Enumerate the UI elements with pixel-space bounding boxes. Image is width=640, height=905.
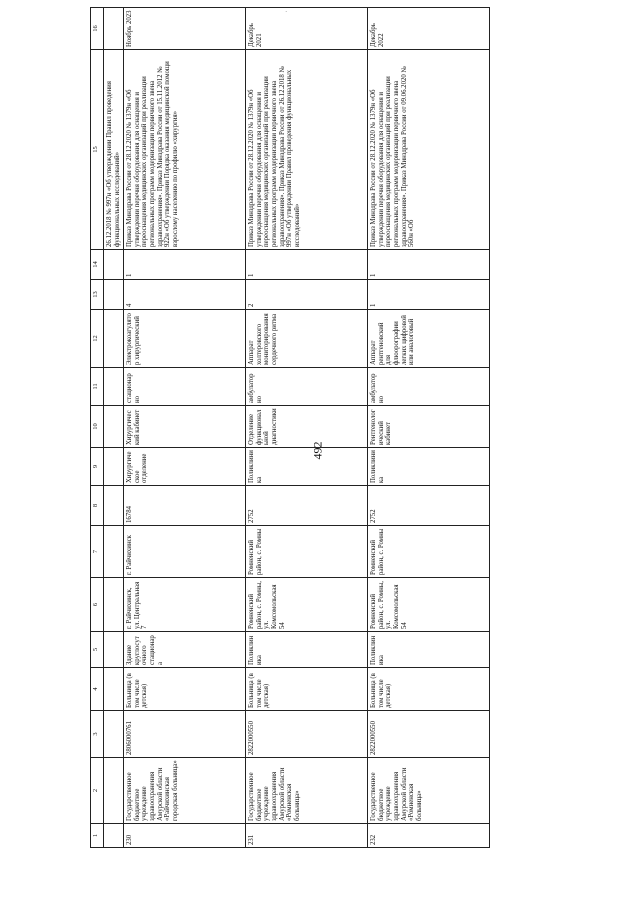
legal-basis: Приказ Минздрава России от 28.12.2020 № 1379н «Об утверждении перечня оборудования для оснащения и переоснащения медицинских организаций при реализации региональных программ модернизации первичного звена здравоохранения». Приказ Минздрава России от 26.12.2018 № 997н «Об утверждении Правил проведения функциональных исследований» [246, 50, 368, 250]
quantity-b: 1 [124, 250, 246, 280]
cell [104, 632, 124, 668]
cell [104, 368, 124, 406]
equipment-name: Аппарат рентгеновский для флюорографии легких цифровой или аналоговый [368, 310, 490, 368]
quantity-a: 1 [368, 280, 490, 310]
organization-name: Государственное бюджетное учреждение здравоохранения Амурской области «Райчихинская городская больница» [124, 758, 246, 824]
deadline: Декабрь 2022 [368, 8, 490, 50]
address: Ромненский район, с. Ромны, ул. Комсомольская 54 [368, 578, 490, 632]
quantity-b: 1 [368, 250, 490, 280]
inn: 2822000550 [368, 711, 490, 758]
col-num-2: 2 [91, 758, 104, 824]
equipment-name: Аппарат холтеровского мониторирования сердечного ритма [246, 310, 368, 368]
cell [104, 758, 124, 824]
building: Поликлиника [368, 632, 490, 668]
address: г. Райчихинск, ул. Центральная 7 [124, 578, 246, 632]
quantity-b: 1 [246, 250, 368, 280]
building: Поликлиника [246, 632, 368, 668]
col-num-8: 8 [91, 486, 104, 526]
population: 16784 [124, 486, 246, 526]
quantity-a: 2 [246, 280, 368, 310]
cell [104, 280, 124, 310]
legal-basis: Приказ Минздрава России от 28.12.2020 № 1379н «Об утверждении перечня оборудования для оснащения и переоснащения медицинских организаций при реализации региональных программ модернизации первичного звена здравоохранения». Приказ Минздрава России от 09.06.2020 № 560н «Об [368, 50, 490, 250]
cell [104, 824, 124, 848]
population: 2752 [246, 486, 368, 526]
organization-name: Государственное бюджетное учреждение здравоохранения Амурской области «Ромненская больница» [246, 758, 368, 824]
deadline: Декабрь 2021 [246, 8, 368, 50]
department: Поликлиника [368, 448, 490, 486]
col-num-15: 15 [91, 50, 104, 250]
cell [104, 668, 124, 711]
col-num-1: 1 [91, 824, 104, 848]
col-num-11: 11 [91, 368, 104, 406]
table-row [124, 8, 246, 848]
inn: 2806000761 [124, 711, 246, 758]
cell [104, 486, 124, 526]
row-number: 231 [246, 824, 368, 848]
col-num-13: 13 [91, 280, 104, 310]
col-num-4: 4 [91, 668, 104, 711]
department: Поликлиника [246, 448, 368, 486]
row-number: 232 [368, 824, 490, 848]
equipment-register-table [90, 7, 490, 848]
col-num-14: 14 [91, 250, 104, 280]
deadline: Ноябрь 2023 [124, 8, 246, 50]
cell [104, 578, 124, 632]
continuation-row [104, 8, 124, 848]
scan-mark: · [285, 8, 288, 16]
col-num-16: 16 [91, 8, 104, 50]
continuation-legal-basis: 26.12.2018 № 997н «Об утверждении Правил проведения функциональных исследований» [104, 50, 124, 250]
building: Здание круглосуточного стационара [124, 632, 246, 668]
table-row [246, 8, 368, 848]
col-num-10: 10 [91, 406, 104, 448]
settlement: Ромненский район, с. Ромны [368, 526, 490, 578]
cell [104, 250, 124, 280]
table-viewport [90, 10, 565, 848]
col-num-12: 12 [91, 310, 104, 368]
unit: Рентгенологический кабинет [368, 406, 490, 448]
col-num-9: 9 [91, 448, 104, 486]
cell [104, 310, 124, 368]
quantity-a: 4 [124, 280, 246, 310]
settlement: г. Райчихинск [124, 526, 246, 578]
organization-type: Больница (в том числе детская) [246, 668, 368, 711]
row-number: 230 [124, 824, 246, 848]
cell [104, 526, 124, 578]
organization-type: Больница (в том числе детская) [368, 668, 490, 711]
care-form: амбулаторно [368, 368, 490, 406]
cell [104, 8, 124, 50]
care-form: амбулаторно [246, 368, 368, 406]
legal-basis: Приказ Минздрава России от 28.12.2020 № 1379н «Об утверждении перечня оборудования для оснащения и переоснащения медицинских организаций при реализации региональных программ модернизации первичного звена здравоохранения». Приказ Минздрава России от 15.11.2012 № 922н «Об утверждении Порядка оказания медицинской помощи взрослому населению по профилю «хирургия» [124, 50, 246, 250]
unit: Отделение функциональной диагностики [246, 406, 368, 448]
settlement: Ромненский район, с. Ромны [246, 526, 368, 578]
address: Ромненский район, с. Ромны, ул. Комсомольская 54 [246, 578, 368, 632]
col-num-3: 3 [91, 711, 104, 758]
col-num-7: 7 [91, 526, 104, 578]
unit: Хирургический кабинет [124, 406, 246, 448]
table-row [368, 8, 490, 848]
department: Хирургическое отделение [124, 448, 246, 486]
care-form: стационарно [124, 368, 246, 406]
col-num-5: 5 [91, 632, 104, 668]
cell [104, 406, 124, 448]
cell [104, 711, 124, 758]
page-number: 492 [310, 441, 325, 460]
organization-name: Государственное бюджетное учреждение здравоохранения Амурской области «Ромненская больница» [368, 758, 490, 824]
equipment-name: Электрокоагулятор хирургический [124, 310, 246, 368]
cell [104, 448, 124, 486]
column-number-row [91, 8, 104, 848]
rotated-table-container [90, 10, 565, 848]
organization-type: Больница (в том числе детская) [124, 668, 246, 711]
population: 2752 [368, 486, 490, 526]
inn: 2822000550 [246, 711, 368, 758]
col-num-6: 6 [91, 578, 104, 632]
